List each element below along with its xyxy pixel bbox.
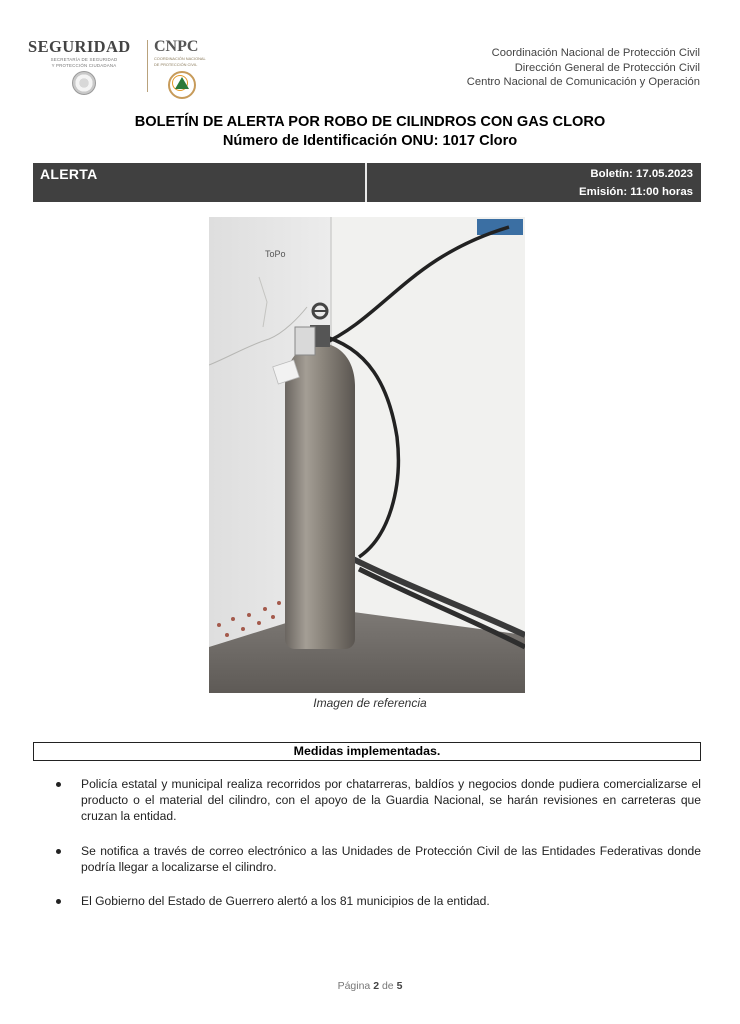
bulletin-date: Boletín: 17.05.2023	[590, 168, 693, 180]
image-caption: Imagen de referencia	[313, 696, 427, 710]
bullet-icon	[56, 849, 61, 854]
national-seal-icon	[72, 71, 96, 95]
agency-line-2: Dirección General de Protección Civil	[514, 61, 700, 74]
bullet-icon	[56, 899, 61, 904]
agency-block	[467, 46, 700, 90]
document-title	[0, 113, 740, 151]
seguridad-logo-name: SEGURIDAD	[28, 37, 131, 56]
page-footer	[0, 980, 740, 992]
reference-photo	[209, 217, 525, 693]
footer-page-word: Página	[337, 980, 371, 992]
alert-label: ALERTA	[40, 166, 98, 182]
blue-fixture	[477, 219, 523, 235]
agency-line-1: Coordinación Nacional de Protección Civil	[491, 47, 700, 59]
footer-total-pages: 5	[396, 980, 403, 992]
measure-text-2: Se notifica a través de correo electrónico a las Unidades de Protección Civil de las Entidades Federativas donde podría llegar a localizarse el cilindro.	[81, 843, 701, 874]
wall-tag-text: ToPo	[265, 249, 286, 259]
seguridad-logo	[28, 38, 140, 95]
measures-heading: Medidas implementadas.	[33, 742, 701, 761]
title-line-2: Número de Identificación ONU: 1017 Cloro	[222, 133, 518, 149]
cnpc-logo-name: CNPC	[154, 38, 199, 55]
cnpc-logo	[154, 38, 212, 99]
emission-time: Emisión: 11:00 horas	[579, 186, 693, 198]
alert-bar	[33, 163, 701, 202]
bullet-icon	[56, 782, 61, 787]
footer-of-word: de	[381, 980, 394, 992]
cnpc-logo-subtitle-2: DE PROTECCIÓN CIVIL	[154, 61, 198, 67]
measure-text-1: Policía estatal y municipal realiza recorridos por chatarreras, baldíos y negocios donde pudiera comercializarse el producto o el material del cilindro, con el apoyo de la Guardia Nacional, se harán revisiones en carreteras que cruzan la entidad.	[81, 777, 701, 824]
cylinder-photo-illustration	[209, 217, 525, 693]
footer-current-page: 2	[373, 980, 380, 992]
emblem-triangle	[175, 77, 189, 89]
title-line-1: BOLETÍN DE ALERTA POR ROBO DE CILINDROS CON GAS CLORO	[134, 114, 606, 130]
seguridad-logo-subtitle-1: SECRETARÍA DE SEGURIDAD	[50, 57, 118, 62]
alert-meta	[579, 165, 693, 201]
alert-bar-separator	[365, 163, 367, 202]
list-item	[56, 893, 701, 909]
civil-protection-emblem-icon	[168, 71, 196, 99]
list-item	[56, 843, 701, 875]
list-item	[56, 776, 701, 825]
gas-cylinder-body	[285, 377, 355, 649]
logo-divider	[147, 40, 148, 92]
measures-list	[56, 776, 701, 927]
cnpc-logo-subtitle-1: COORDINACIÓN NACIONAL	[154, 56, 206, 61]
measure-text-3: El Gobierno del Estado de Guerrero alertó a los 81 municipios de la entidad.	[81, 894, 490, 909]
seguridad-logo-subtitle-2: Y PROTECCIÓN CIUDADANA	[51, 63, 117, 69]
agency-line-3: Centro Nacional de Comunicación y Operación	[466, 76, 700, 89]
regulator-label	[295, 327, 315, 355]
